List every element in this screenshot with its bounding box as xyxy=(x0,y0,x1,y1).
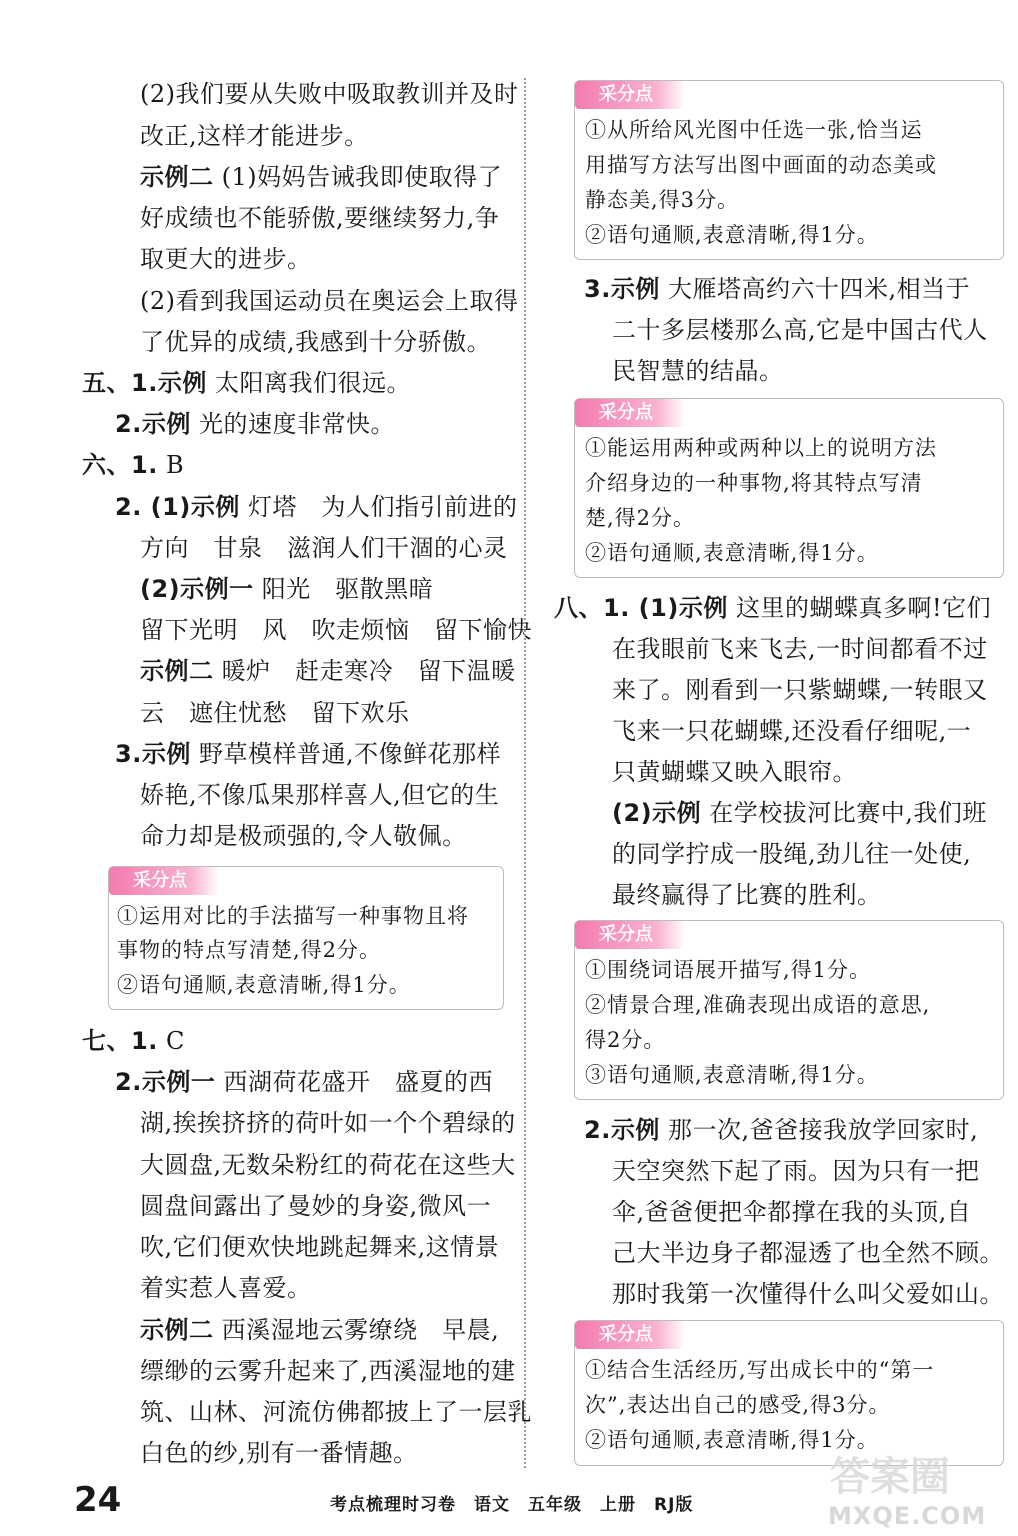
text-line: 示例二 (1)妈妈告诫我即使取得了 xyxy=(140,163,503,191)
scoring-line: ②语句通顺,表意清晰,得1分。 xyxy=(585,223,879,247)
section-seven-q2: 2.示例一 西湖荷花盛开 盛夏的西 xyxy=(115,1068,493,1096)
scoring-tag: 采分点 xyxy=(109,867,219,895)
text-line: (2)示例 在学校拔河比赛中,我们班 xyxy=(612,799,987,827)
scoring-tag: 采分点 xyxy=(575,81,685,109)
text-line: 来了。刚看到一只紫蝴蝶,一转眼又 xyxy=(612,676,988,704)
text-line: 二十多层楼那么高,它是中国古代人 xyxy=(612,316,988,344)
section-seven-q3: 3.示例 大雁塔高约六十四米,相当于 xyxy=(584,275,971,303)
text-line: 示例二 暖炉 赶走寒冷 留下温暖 xyxy=(140,657,516,685)
text-line: (2)我们要从失败中吸取教训并及时 xyxy=(140,80,519,108)
scoring-line: ②语句通顺,表意清晰,得1分。 xyxy=(585,1428,879,1452)
text-line: 示例二 西溪湿地云雾缭绕 早晨, xyxy=(140,1316,500,1344)
text-line: 改正,这样才能进步。 xyxy=(140,122,369,150)
text-line: 留下光明 风 吹走烦恼 留下愉快 xyxy=(140,616,532,644)
scoring-line: 得2分。 xyxy=(585,1028,666,1052)
text-line: 好成绩也不能骄傲,要继续努力,争 xyxy=(140,204,500,232)
example-label: (1)示例 xyxy=(141,493,240,521)
section-eight-q1: 八、1. (1)示例 这里的蝴蝶真多啊!它们 xyxy=(554,594,992,622)
text-line: 白色的纱,别有一番情趣。 xyxy=(140,1439,418,1467)
scoring-line: ①围绕词语展开描写,得1分。 xyxy=(585,958,872,982)
text-line: 取更大的进步。 xyxy=(140,245,312,273)
section-five-q2: 2.示例 光的速度非常快。 xyxy=(115,410,395,438)
text-line: 在我眼前飞来飞去,一时间都看不过 xyxy=(612,635,988,663)
section-eight-q2: 2.示例 那一次,爸爸接我放学回家时, xyxy=(584,1116,979,1144)
scoring-tag: 采分点 xyxy=(575,399,685,427)
scoring-line: 楚,得2分。 xyxy=(585,506,696,530)
text-line: 方向 甘泉 滋润人们干涸的心灵 xyxy=(140,534,508,562)
example-label: (2)示例一 xyxy=(140,575,254,603)
scoring-box xyxy=(574,398,1004,578)
watermark-line2: MXQE.COM xyxy=(828,1502,987,1530)
example-label: 示例二 xyxy=(140,1316,214,1344)
example-label: 示例二 xyxy=(140,163,214,191)
scoring-line: ②情景合理,准确表现出成语的意思, xyxy=(585,993,931,1017)
example-label: (1)示例 xyxy=(629,594,728,622)
scoring-line: ①能运用两种或两种以上的说明方法 xyxy=(585,436,937,460)
text-line: 最终赢得了比赛的胜利。 xyxy=(612,881,882,909)
example-label: 示例 xyxy=(141,740,191,768)
scoring-line: 用描写方法写出图中画面的动态美或 xyxy=(585,153,937,177)
text-line: 筑、山林、河流仿佛都披上了一层乳 xyxy=(140,1398,532,1426)
text-line: 己大半边身子都湿透了也全然不顾。 xyxy=(612,1239,1004,1267)
example-label: 示例 xyxy=(141,410,191,438)
scoring-line: ①结合生活经历,写出成长中的“第一 xyxy=(585,1358,935,1382)
scoring-tag: 采分点 xyxy=(575,1321,685,1349)
book-info: 考点梳理时习卷 语文 五年级 上册 RJ版 xyxy=(330,1495,694,1515)
section-six-q3: 3.示例 野草模样普通,不像鲜花那样 xyxy=(115,740,502,768)
text-line: 云 遮住忧愁 留下欢乐 xyxy=(140,699,410,727)
section-five-q1: 五、1.示例 太阳离我们很远。 xyxy=(82,369,411,397)
scoring-line: 介绍身边的一种事物,将其特点写清 xyxy=(585,471,923,495)
scoring-line: ②语句通顺,表意清晰,得1分。 xyxy=(585,541,879,565)
section-seven-q1: 七、1. C xyxy=(82,1027,185,1055)
example-label: 示例二 xyxy=(140,657,214,685)
scoring-box xyxy=(574,920,1004,1100)
scoring-line: ③语句通顺,表意清晰,得1分。 xyxy=(585,1063,879,1087)
example-label: 示例 xyxy=(157,369,207,397)
text-line: 民智慧的结晶。 xyxy=(612,357,784,385)
scoring-line: 事物的特点写清楚,得2分。 xyxy=(117,938,382,962)
text-line: 伞,爸爸便把伞都撑在我的头顶,自 xyxy=(612,1198,972,1226)
watermark-line1: 答案圈 xyxy=(830,1454,950,1500)
text-line: 吹,它们便欢快地跳起舞来,这情景 xyxy=(140,1233,500,1261)
text-line: 那时我第一次懂得什么叫父爱如山。 xyxy=(612,1280,1004,1308)
text-line: 天空突然下起了雨。因为只有一把 xyxy=(612,1157,980,1185)
section-six-q2: 2. (1)示例 灯塔 为人们指引前进的 xyxy=(115,493,518,521)
text-line: 只黄蝴蝶又映入眼帘。 xyxy=(612,758,857,786)
watermark-logo xyxy=(820,1440,990,1530)
example-label: (2)示例 xyxy=(612,799,702,827)
scoring-line: ②语句通顺,表意清晰,得1分。 xyxy=(117,973,411,997)
text-line: 飞来一只花蝴蝶,还没看仔细呢,一 xyxy=(612,717,972,745)
example-label: 示例 xyxy=(610,275,660,303)
example-label: 示例 xyxy=(610,1116,660,1144)
scoring-line: ①运用对比的手法描写一种事物且将 xyxy=(117,904,469,928)
text-line: 湖,挨挨挤挤的荷叶如一个个碧绿的 xyxy=(140,1109,516,1137)
text-line: 大圆盘,无数朵粉红的荷花在这些大 xyxy=(140,1151,516,1179)
page-number: 24 xyxy=(74,1480,122,1520)
scoring-line: 次”,表达出自己的感受,得3分。 xyxy=(585,1393,891,1417)
text-line: 的同学拧成一股绳,劲儿往一处使, xyxy=(612,840,972,868)
scoring-box xyxy=(574,80,1004,260)
text-line: 了优异的成绩,我感到十分骄傲。 xyxy=(140,328,492,356)
column-divider xyxy=(524,78,526,1468)
example-label: 示例一 xyxy=(141,1068,216,1096)
text-line: 着实惹人喜爱。 xyxy=(140,1274,312,1302)
section-six-q1: 六、1. B xyxy=(82,451,185,479)
scoring-line: 静态美,得3分。 xyxy=(585,188,740,212)
scoring-line: ①从所给风光图中任选一张,恰当运 xyxy=(585,118,923,142)
text-line: 圆盘间露出了曼妙的身姿,微风一 xyxy=(140,1192,492,1220)
text-line: 娇艳,不像瓜果那样喜人,但它的生 xyxy=(140,781,500,809)
text-line: (2)看到我国运动员在奥运会上取得 xyxy=(140,287,519,315)
text-line: 缥缈的云雾升起来了,西溪湿地的建 xyxy=(140,1357,516,1385)
scoring-tag: 采分点 xyxy=(575,921,685,949)
text-line: 命力却是极顽强的,令人敬佩。 xyxy=(140,822,467,850)
text-line: (2)示例一 阳光 驱散黑暗 xyxy=(140,575,434,603)
scoring-box xyxy=(108,866,504,1010)
